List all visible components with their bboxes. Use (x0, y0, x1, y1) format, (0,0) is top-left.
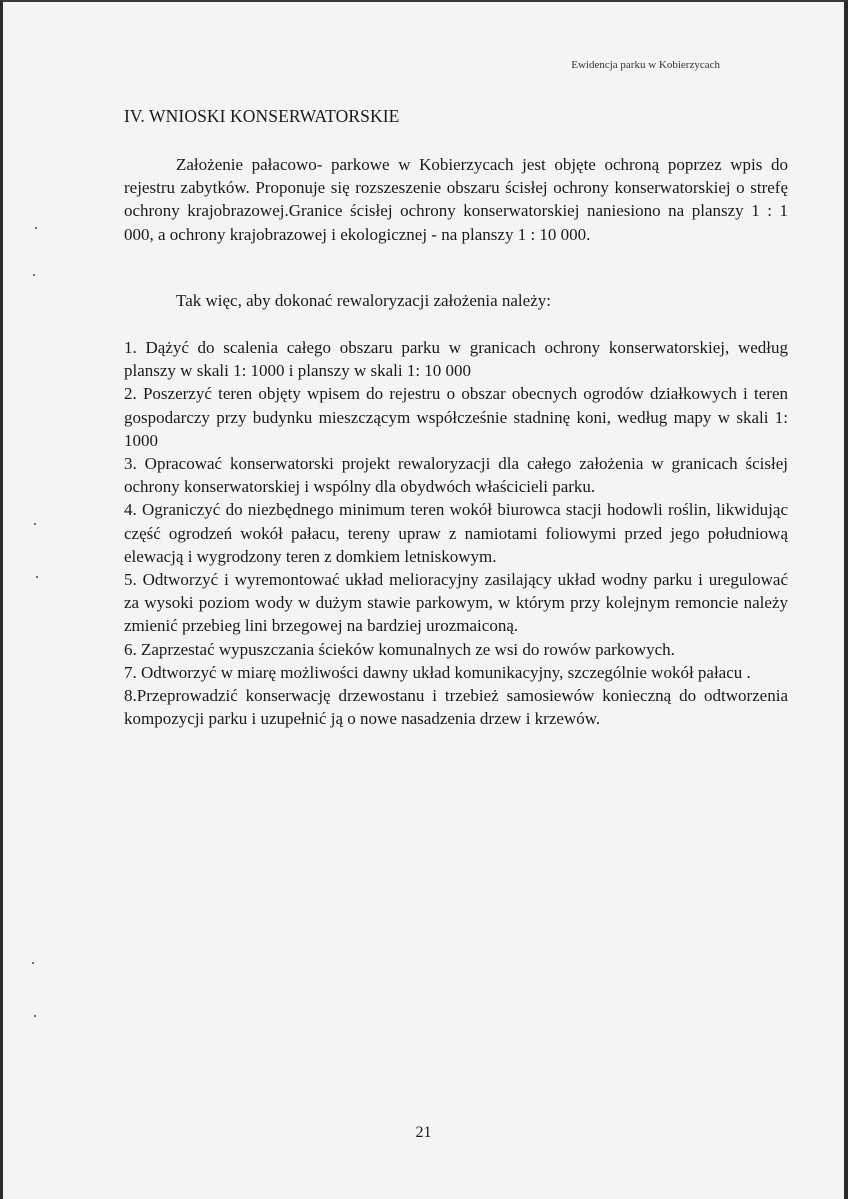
scan-speck (32, 962, 34, 964)
lead-in-paragraph: Tak więc, aby dokonać rewaloryzacji założenia należy: (176, 291, 551, 310)
section-title: IV. WNIOSKI KONSERWATORSKIE (124, 106, 400, 126)
list-item: 4. Ograniczyć do niezbędnego minimum teren wokół biurowca stacji hodowli roślin, likwidując część ogrodzeń wokół pałacu, tereny upraw z namiotami foliowymi przed jego południową elewacją i wygrodzony teren z domkiem letniskowym. (124, 500, 788, 566)
list-item: 3. Opracować konserwatorski projekt rewaloryzacji dla całego założenia w granicach ścisłej ochrony konserwatorskiej i wspólny dla obydwóch właścicieli parku. (124, 454, 788, 497)
scan-speck (34, 1015, 36, 1017)
scan-speck (36, 576, 38, 578)
running-header: Ewidencja parku w Kobierzycach (571, 59, 720, 71)
list-item: 2. Poszerzyć teren objęty wpisem do rejestru o obszar obecnych ogrodów działkowych i teren gospodarczy przy budynku mieszczącym współcześnie stadninę koni, według mapy w skali 1: 1000 (124, 384, 788, 450)
intro-paragraph: Założenie pałacowo- parkowe w Kobierzycach jest objęte ochroną poprzez wpis do rejestru zabytków. Proponuje się rozszeszenie obszaru ścisłej ochrony konserwatorskiej o strefę ochrony krajobrazowej.Granice ścisłej ochrony konserwatorskiej naniesiono na planszy 1 : 1 000, a ochrony krajobrazowej i ekologicznej - na planszy 1 : 10 000. (124, 155, 788, 244)
list-item: 8.Przeprowadzić konserwację drzewostanu i trzebież samosiewów konieczną do odtworzenia kompozycji parku i uzupełnić ją o nowe nasadzenia drzew i krzewów. (124, 686, 788, 729)
list-item: 5. Odtworzyć i wyremontować układ melioracyjny zasilający układ wodny parku i uregulować za wysoki poziom wody w dużym stawie parkowym, w którym przy kolejnym remoncie należy zmienić przebieg lini brzegowej na bardziej urozmaiconą. (124, 570, 788, 636)
recommendations-list (124, 336, 788, 730)
list-item: 1. Dążyć do scalenia całego obszaru parku w granicach ochrony konserwatorskiej, według planszy w skali 1: 1000 i planszy w skali 1: 10 000 (124, 338, 788, 381)
scan-speck (35, 227, 37, 229)
scan-speck (33, 274, 35, 276)
scan-speck (34, 523, 36, 525)
list-item: 6. Zaprzestać wypuszczania ścieków komunalnych ze wsi do rowów parkowych. (124, 639, 675, 659)
page-number: 21 (415, 1124, 432, 1141)
list-item: 7. Odtworzyć w miarę możliwości dawny układ komunikacyjny, szczególnie wokół pałacu . (124, 662, 751, 682)
